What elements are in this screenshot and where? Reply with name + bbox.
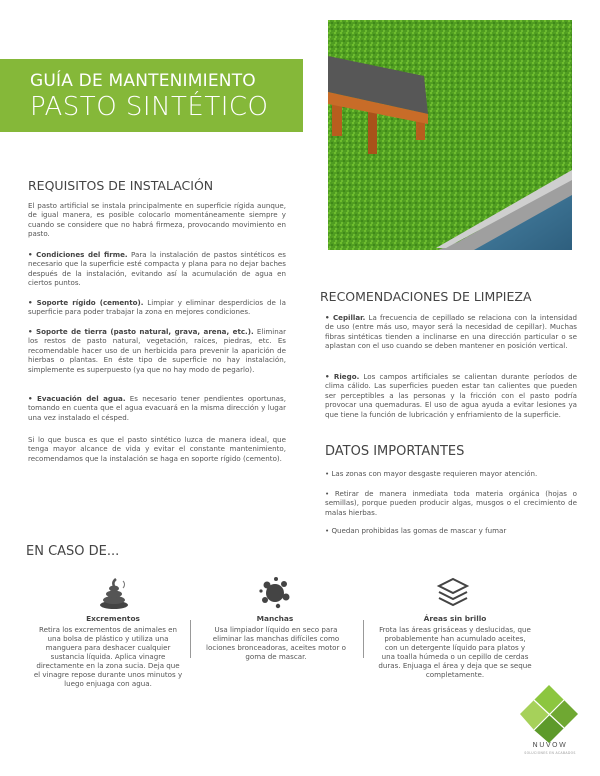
brand-name: NUVOW: [532, 741, 568, 749]
case-text: Usa limpiador líquido en seco para eliminar las manchas difíciles como lociones bronceadoras, aceites motor o goma de mascar.: [206, 625, 346, 661]
item-label: • Evacuación del agua.: [28, 394, 126, 403]
installation-closing: Si lo que busca es que el pasto sintético luzca de manera ideal, que tenga mayor alcance de vida y evitar el constante mantenimiento, recomendamos que la instalación se haga en soporte rígido (cemento).: [28, 435, 286, 463]
brand-tagline: SOLUCIONES EN ACABADOS: [524, 751, 576, 755]
case-text: Frota las áreas grisáceas y deslucidas, que probablemente han acumulado aceites, con un detergente líquido para platos y una toalla húmeda o un cepillo de cerdas duras. Enjuaga el área y deja que se seque completamente.: [378, 625, 532, 679]
cleaning-item: [325, 372, 577, 419]
case-title: Manchas: [256, 614, 294, 623]
facts-heading: DATOS IMPORTANTES: [325, 444, 465, 459]
case-text: Retira los excrementos de animales en una bolsa de plástico y utiliza una manguera para deshacer cualquier sustancia líquida. Aplica vinagre directamente en la zona sucia. Deja que el vinagre repose durante unos minutos y luego enjuaga con agua.: [33, 625, 183, 688]
item-label: • Cepillar.: [325, 313, 366, 322]
item-text: Es necesario tener pendientes oportunas, tomando en cuenta que el agua evacuará en la misma dirección y lugar una vez instalado el césped.: [28, 394, 286, 422]
fact-item: • Retirar de manera inmediata toda materia orgánica (hojas o semillas), porque pueden producir algas, musgos o el crecimiento de malas hierbas.: [325, 489, 577, 517]
installation-item: [28, 298, 286, 317]
item-text: La frecuencia de cepillado se relaciona con la intensidad de uso (entre más uso, mayor será la necesidad de cepillar). Muchas fibras sintéticas tienden a inclinarse en una dirección particular o se aplastan con el uso cuando se deben mantener en posición vertical.: [325, 313, 577, 351]
installation-heading: REQUISITOS DE INSTALACIÓN: [28, 178, 214, 193]
installation-intro: El pasto artificial se instala principalmente en superficie rígida aunque, de igual manera, es posible colocarlo momentáneamente siempre y cuando se considere que no habrá firmeza, provocando movimiento en pasto.: [28, 201, 286, 239]
item-label: • Riego.: [325, 372, 360, 381]
cases-heading: EN CASO DE...: [26, 544, 120, 559]
item-text: Limpiar y eliminar desperdicios de la superficie para poder trabajar la zona en mejores condiciones.: [28, 298, 286, 317]
item-label: • Condiciones del firme.: [28, 250, 128, 259]
case-title: Excrementos: [86, 614, 140, 623]
title-line-2: PASTO SINTÉTICO: [30, 92, 269, 122]
divider: [363, 620, 364, 658]
nuvow-logo: [518, 683, 580, 745]
item-text: Para la instalación de pastos sintéticos es necesario que la superficie esté compacta y plana para no dejar baches después de la instalación, evitando así la acumulación de agua en ciertos puntos.: [28, 250, 286, 288]
case-title: Áreas sin brillo: [423, 614, 487, 623]
divider: [190, 620, 191, 658]
layers-icon: [436, 576, 470, 610]
item-text: Eliminar los restos de pasto natural, vegetación, raíces, piedras, etc. Es recomendable hacer uso de un herbicida para prevenir la aparición de hierbas o plantas. En éste tipo de superficie no hay instalación, simplemente es superpuesto (ya que no hay modo de pegarlo).: [28, 327, 286, 374]
stain-icon: [258, 575, 292, 609]
fact-item: • Las zonas con mayor desgaste requieren mayor atención.: [325, 469, 538, 478]
title-line-1: GUÍA DE MANTENIMIENTO: [30, 71, 256, 91]
cleaning-heading: RECOMENDACIONES DE LIMPIEZA: [320, 289, 532, 304]
item-label: • Soporte rígido (cemento).: [28, 298, 144, 307]
item-text: Los campos artificiales se calientan durante períodos de clima cálido. Las superficies pueden estar tan calientes que pueden ser perceptibles a las personas y la fricción con el pasto podría provocar una quemaduras. El uso de agua ayuda a evitar lesiones ya que tiene la función de lubricación y enfriamiento de la superficie.: [325, 372, 577, 419]
installation-item: [28, 327, 286, 374]
hero-photo: [328, 20, 572, 250]
installation-item: [28, 394, 286, 422]
installation-item: [28, 250, 286, 288]
fact-item: • Quedan prohibidas las gomas de mascar y fumar: [325, 526, 507, 535]
item-label: • Soporte de tierra (pasto natural, grava, arena, etc.).: [28, 327, 254, 336]
cleaning-item: [325, 313, 577, 351]
title-banner: [0, 59, 303, 132]
excrement-icon: [97, 576, 131, 610]
